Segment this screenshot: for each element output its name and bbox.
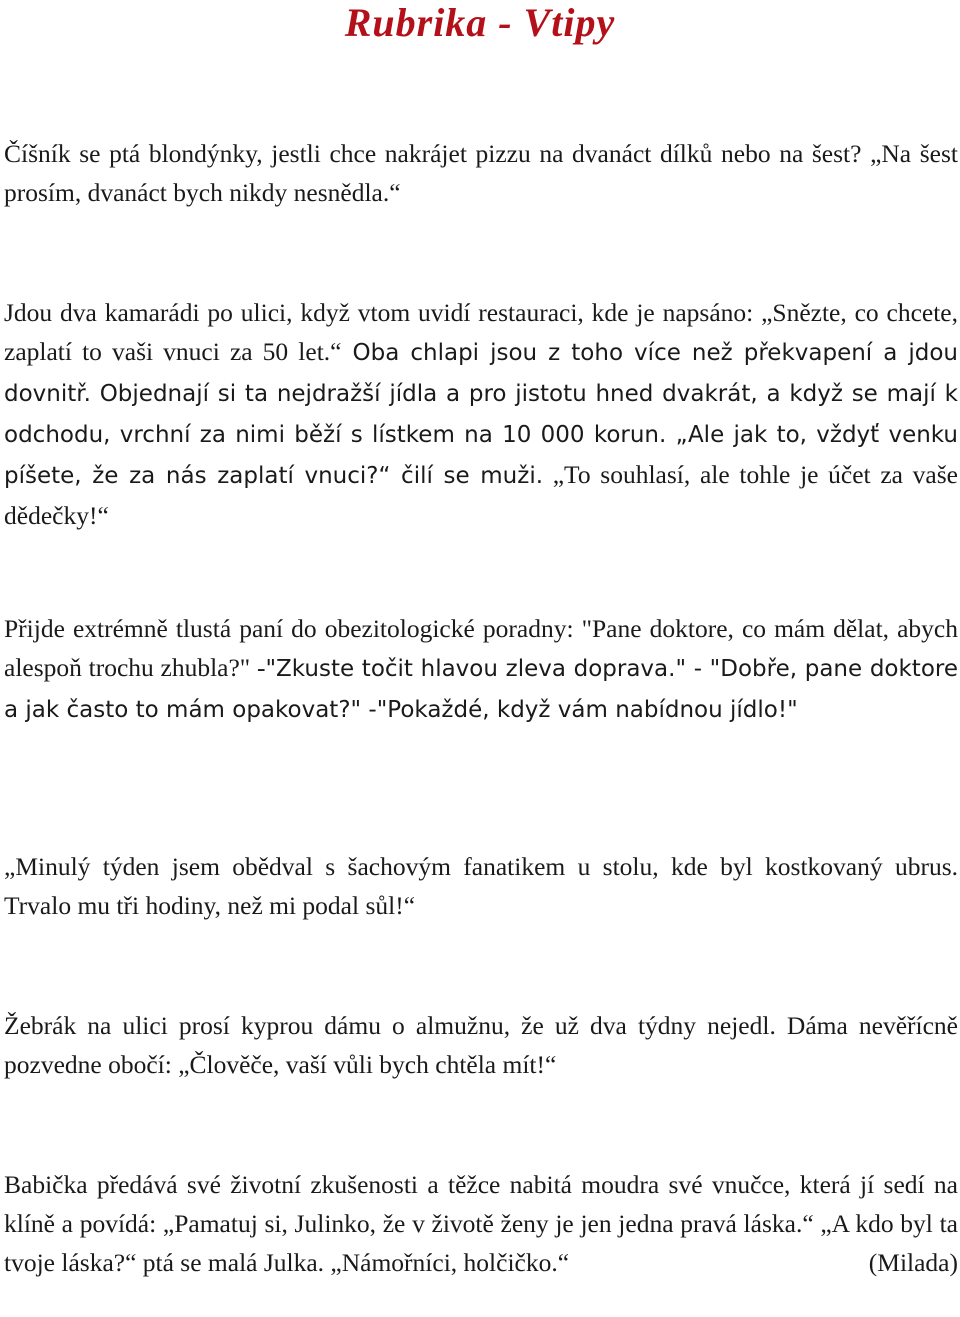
joke-text-part-1: Jdou dva kamarádi po ulici, když vtom uvidí restauraci, kde je napsáno: „Snězte, co chcete, zaplatí to vaši vnuci za 50 let.“ <box>4 298 958 366</box>
joke-text: Babička předává své životní zkušenosti a těžce nabitá moudra své vnučce, která jí sedí na klíně a povídá: „Pamatuj si, Julinko, že v životě ženy je jen jedna pravá láska.“ „A kdo byl ta tvoje láska?“ ptá se malá Julka. „Námořníci, holčičko.“ <box>4 1170 958 1277</box>
joke-paragraph-2 <box>4 293 958 535</box>
joke-text: Žebrák na ulici prosí kyprou dámu o almužnu, že už dva týdny nejedl. Dáma nevěřícně pozvedne obočí: „Člověče, vaší vůli bych chtěla mít!“ <box>4 1011 958 1079</box>
joke-text-part-1: Přijde extrémně tlustá paní do obezitologické poradny: "Pane doktore, co mám dělat, abych alespoň trochu zhubla?" - <box>4 614 958 682</box>
joke-paragraph-3 <box>4 609 958 730</box>
joke-text: Číšník se ptá blondýnky, jestli chce nakrájet pizzu na dvanáct dílků nebo na šest? „Na šest prosím, dvanáct bych nikdy nesnědla.“ <box>4 139 958 207</box>
joke-paragraph-6 <box>4 1165 958 1282</box>
joke-text-part-2: Oba chlapi jsou z toho více než překvapení a jdou dovnitř. Objednají si ta nejdražší jídla a pro jistotu hned dvakrát, a když se mají k odchodu, vrchní za nimi běží s lístkem na 10 000 korun. „Ale jak to, vždyť venku píšete, že za nás zaplatí vnuci?“ čilí se muži. <box>4 340 959 489</box>
joke-text: „Minulý týden jsem obědval s šachovým fanatikem u stolu, kde byl kostkovaný ubrus. Trvalo mu tři hodiny, než mi podal sůl!“ <box>4 852 958 920</box>
joke-paragraph-5 <box>4 1006 958 1084</box>
joke-paragraph-4 <box>4 847 958 925</box>
page-title: Rubrika - Vtipy <box>344 0 616 45</box>
joke-text-part-2: "Zkuste točit hlavou zleva doprava." - "Dobře, pane doktore a jak často to mám opakovat?" -"Pokaždé, když vám nabídnou jídlo!" <box>4 656 959 723</box>
joke-author: (Milada) <box>868 1248 958 1277</box>
joke-paragraph-1 <box>4 134 958 212</box>
joke-text-part-3: „To souhlasí, ale tohle je účet za vaše dědečky!“ <box>4 460 958 530</box>
